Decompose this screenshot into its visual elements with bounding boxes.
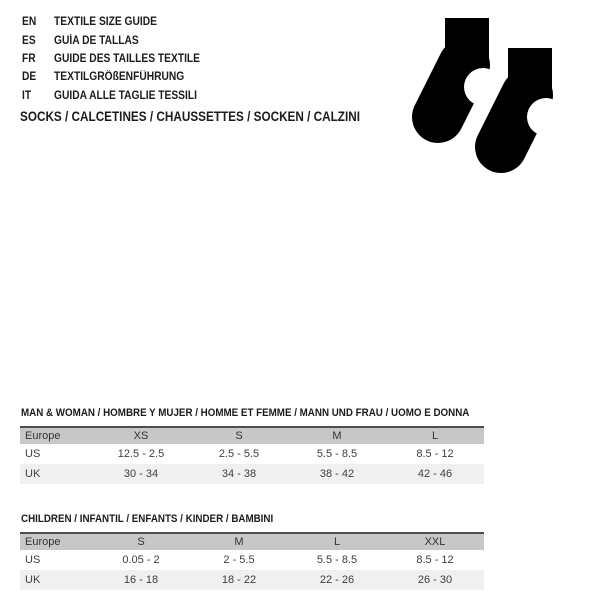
size-value: 12.5 - 2.5 [117, 448, 165, 460]
socks-icon [400, 5, 570, 185]
size-value: 2 - 5.5 [223, 554, 255, 566]
size-value: 8.5 - 12 [416, 554, 454, 566]
column-header: M [332, 430, 342, 442]
size-value: 0.05 - 2 [122, 554, 160, 566]
table-header-row [20, 427, 484, 444]
language-label: TEXTILE SIZE GUIDE [54, 16, 157, 29]
column-header: Europe [25, 536, 61, 548]
size-value: 5.5 - 8.5 [316, 448, 358, 460]
size-value: 5.5 - 8.5 [316, 554, 358, 566]
size-value: 18 - 22 [221, 574, 257, 586]
size-value: 26 - 30 [417, 574, 453, 586]
column-header: S [235, 430, 243, 442]
language-code: EN [22, 16, 37, 29]
language-code: FR [22, 52, 36, 65]
table-row-uk [20, 464, 484, 484]
region-label: US [25, 554, 41, 566]
language-code: DE [22, 71, 37, 84]
size-table-man-woman [20, 426, 484, 484]
language-row-it [22, 87, 200, 105]
table-title-man-woman: MAN & WOMAN / HOMBRE Y MUJER / HOMME ET FEMME / MANN UND FRAU / UOMO E DONNA [21, 407, 470, 419]
language-row-en [22, 13, 200, 31]
table-row-us [20, 444, 484, 464]
region-label: UK [25, 468, 41, 480]
table-row-us [20, 550, 484, 570]
language-label: GUÍA DE TALLAS [54, 34, 139, 47]
size-value: 38 - 42 [319, 468, 355, 480]
size-table-children [20, 532, 484, 590]
language-row-fr [22, 50, 200, 68]
language-row-es [22, 31, 200, 49]
column-header: L [333, 536, 341, 548]
language-code: ES [22, 34, 36, 47]
language-row-de [22, 68, 200, 86]
size-value: 34 - 38 [221, 468, 257, 480]
column-header: L [431, 430, 439, 442]
column-header: S [137, 536, 145, 548]
language-title-list [22, 13, 222, 105]
column-header: M [234, 536, 244, 548]
column-header: XS [133, 430, 149, 442]
size-value: 2.5 - 5.5 [218, 448, 260, 460]
region-label: UK [25, 574, 41, 586]
size-value: 8.5 - 12 [416, 448, 454, 460]
table-header-row [20, 533, 484, 550]
region-label: US [25, 448, 41, 460]
table-row-uk [20, 570, 484, 590]
size-value: 16 - 18 [123, 574, 159, 586]
language-label: TEXTILGRÖßENFÜHRUNG [54, 71, 185, 84]
language-label: GUIDA ALLE TAGLIE TESSILI [54, 89, 197, 102]
table-title-children: CHILDREN / INFANTIL / ENFANTS / KINDER / BAMBINI [21, 513, 274, 525]
size-value: 22 - 26 [319, 574, 355, 586]
category-title: SOCKS / CALCETINES / CHAUSSETTES / SOCKEN / CALZINI [20, 109, 360, 124]
column-header: XXL [424, 536, 446, 548]
size-value: 30 - 34 [123, 468, 159, 480]
language-code: IT [22, 89, 32, 102]
size-value: 42 - 46 [417, 468, 453, 480]
column-header: Europe [25, 430, 61, 442]
language-label: GUIDE DES TAILLES TEXTILE [54, 52, 200, 65]
